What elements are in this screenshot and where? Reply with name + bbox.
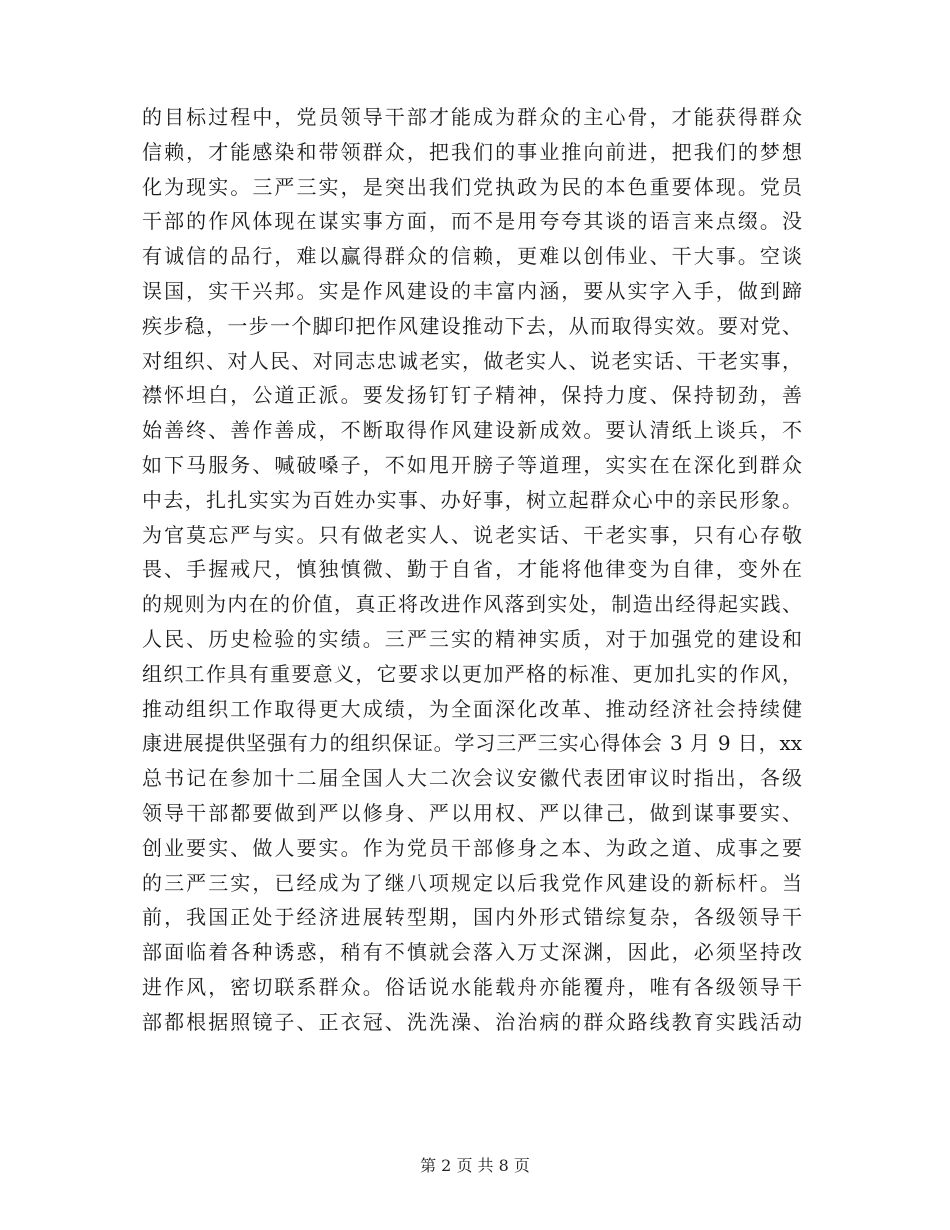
page-number-label: 第 2 页 共 8 页: [420, 1156, 530, 1175]
text-line: 化为现实。三严三实，是突出我们党执政为民的本色重要体现。党员: [142, 174, 802, 199]
text-line: 的规则为内在的价值，真正将改进作风落到实处，制造出经得起实践、: [142, 592, 802, 617]
text-line: 人民、历史检验的实绩。三严三实的精神实质，对于加强党的建设和: [142, 626, 802, 651]
text-line: 始善终、善作善成，不断取得作风建设新成效。要认清纸上谈兵，不: [142, 418, 802, 443]
text-line: 疾步稳，一步一个脚印把作风建设推动下去，从而取得实效。要对党、: [142, 313, 802, 338]
text-line: 中去，扎扎实实为百姓办实事、办好事，树立起群众心中的亲民形象。: [142, 487, 802, 512]
text-line: 进作风，密切联系群众。俗话说水能载舟亦能覆舟，唯有各级领导干: [142, 974, 802, 999]
text-line: 康进展提供坚强有力的组织保证。学习三严三实心得体会 3 月 9 日，xx: [142, 731, 802, 756]
text-line: 干部的作风体现在谋实事方面，而不是用夸夸其谈的语言来点缀。没: [142, 209, 802, 234]
text-line: 推动组织工作取得更大成绩，为全面深化改革、推动经济社会持续健: [142, 696, 802, 721]
page-footer: [0, 1153, 950, 1176]
text-line: 为官莫忘严与实。只有做老实人、说老实话、干老实事，只有心存敬: [142, 522, 802, 547]
text-line: 领导干部都要做到严以修身、严以用权、严以律己，做到谋事要实、: [142, 800, 802, 825]
text-line: 信赖，才能感染和带领群众，把我们的事业推向前进，把我们的梦想: [142, 139, 802, 164]
text-line: 襟怀坦白，公道正派。要发扬钉钉子精神，保持力度、保持韧劲，善: [142, 383, 802, 408]
text-line: 创业要实、做人要实。作为党员干部修身之本、为政之道、成事之要: [142, 835, 802, 860]
text-line: 总书记在参加十二届全国人大二次会议安徽代表团审议时指出，各级: [142, 766, 802, 791]
text-line: 如下马服务、喊破嗓子，不如甩开膀子等道理，实实在在深化到群众: [142, 452, 802, 477]
body-text: [142, 100, 802, 1040]
text-line: 的目标过程中，党员领导干部才能成为群众的主心骨，才能获得群众: [142, 105, 802, 129]
text-line: 误国，实干兴邦。实是作风建设的丰富内涵，要从实字入手，做到蹄: [142, 278, 802, 303]
text-line: 组织工作具有重要意义，它要求以更加严格的标准、更加扎实的作风，: [142, 661, 802, 686]
text-line: 部都根据照镜子、正衣冠、洗洗澡、治治病的群众路线教育实践活动: [142, 1009, 802, 1034]
text-line: 部面临着各种诱惑，稍有不慎就会落入万丈深渊，因此，必须坚持改: [142, 940, 802, 965]
text-line: 前，我国正处于经济进展转型期，国内外形式错综复杂，各级领导干: [142, 905, 802, 930]
text-line: 的三严三实，已经成为了继八项规定以后我党作风建设的新标杆。当: [142, 870, 802, 895]
text-line: 畏、手握戒尺，慎独慎微、勤于自省，才能将他律变为自律，变外在: [142, 557, 802, 582]
text-line: 对组织、对人民、对同志忠诚老实，做老实人、说老实话、干老实事，: [142, 348, 802, 373]
text-line: 有诚信的品行，难以赢得群众的信赖，更难以创伟业、干大事。空谈: [142, 244, 802, 269]
